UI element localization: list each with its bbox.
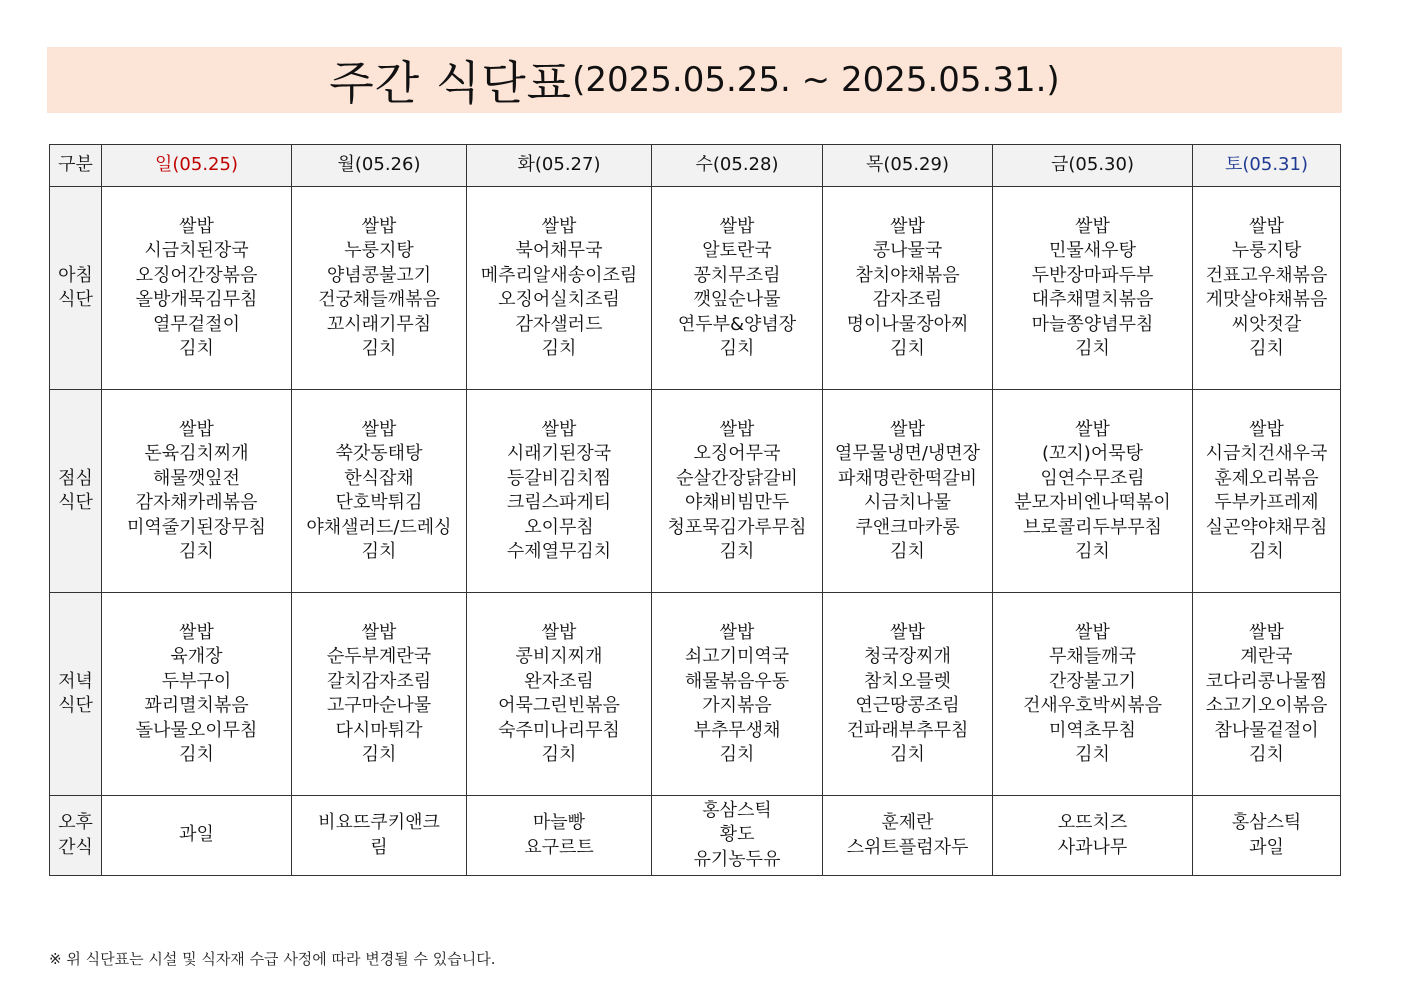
- menu-item: 홍삼스틱: [1231, 812, 1302, 833]
- menu-item: 쌀밥: [1075, 621, 1110, 643]
- menu-item: 계란국: [1240, 646, 1293, 667]
- menu-item: 코다리콩나물찜: [1205, 670, 1328, 692]
- day-header-thu: 목(05.29): [823, 145, 993, 187]
- menu-item: 쌀밥: [179, 621, 214, 643]
- menu-item: 쌀밥: [890, 418, 925, 440]
- menu-item: 쌀밥: [719, 621, 755, 643]
- menu-item: 감자조림: [872, 289, 943, 310]
- menu-cell: [292, 390, 467, 593]
- menu-item: 요구르트: [524, 836, 594, 858]
- menu-item: 실곤약야채무침: [1205, 516, 1328, 538]
- menu-item: 고구마순나물: [326, 695, 432, 716]
- day-header-sun: 일(05.25): [102, 145, 292, 187]
- page-title: 주간 식단표: [329, 56, 573, 110]
- menu-item: 김치: [890, 744, 925, 765]
- menu-item: 한식잡채: [344, 467, 414, 489]
- menu-item: 등갈비김치찜: [506, 467, 612, 489]
- menu-item: 비요뜨쿠키앤크: [318, 812, 440, 833]
- menu-item: 김치: [890, 338, 925, 359]
- menu-item: 청포묵김가루무침: [667, 516, 807, 538]
- menu-item: 임연수무조림: [1040, 467, 1145, 489]
- menu-item: 김치: [719, 744, 755, 765]
- meal-row-lunch: [50, 390, 1341, 593]
- menu-item: 양념콩불고기: [326, 264, 432, 286]
- menu-item: 콩나물국: [872, 240, 943, 261]
- menu-cell: [823, 187, 993, 390]
- menu-cell: [1193, 796, 1341, 876]
- menu-item: 김치: [541, 744, 577, 765]
- menu-item: 과일: [179, 824, 214, 846]
- menu-item: 김치: [719, 541, 755, 562]
- menu-item: 열무물냉면/냉면장: [834, 443, 981, 464]
- menu-item: 연근땅콩조림: [855, 695, 960, 716]
- menu-item: 쌀밥: [1249, 418, 1284, 440]
- menu-item: 오징어무국: [693, 443, 781, 464]
- day-header-mon: 월(05.26): [292, 145, 467, 187]
- menu-item: 참치오믈렛: [864, 670, 951, 692]
- menu-item: 쌀밥: [179, 215, 214, 237]
- menu-item: 시금치나물: [864, 492, 951, 513]
- menu-cell: [652, 593, 823, 796]
- menu-item: 홍삼스틱: [702, 799, 772, 821]
- menu-item: 누룽지탕: [1231, 240, 1302, 261]
- menu-item: 오징어실치조림: [498, 289, 620, 310]
- menu-item: 갈치감자조림: [326, 670, 432, 692]
- menu-item: 김치: [719, 338, 755, 359]
- menu-item: 쌀밥: [1075, 418, 1110, 440]
- menu-cell: [292, 187, 467, 390]
- menu-item: 쌀밥: [361, 621, 397, 643]
- menu-item: 김치: [1249, 744, 1284, 765]
- menu-item: 해물깻잎전: [153, 467, 240, 489]
- menu-cell: [652, 390, 823, 593]
- title-banner: [47, 47, 1342, 113]
- menu-item: 누룽지탕: [344, 240, 414, 261]
- menu-item: 시금치된장국: [144, 240, 249, 261]
- menu-item: 쇠고기미역국: [684, 646, 790, 667]
- menu-item: 미역초무침: [1049, 719, 1136, 741]
- menu-cell: [102, 796, 292, 876]
- menu-item: 두부카프레제: [1214, 492, 1319, 513]
- menu-item: 건새우호박씨볶음: [1022, 695, 1163, 716]
- meal-label-line: 식단: [58, 492, 93, 513]
- menu-cell: [823, 593, 993, 796]
- menu-item: 미역줄기된장무침: [126, 516, 267, 538]
- meal-label-line: 점심: [58, 467, 93, 489]
- category-header: 구분: [50, 145, 102, 187]
- menu-item: 유기농두유: [693, 848, 781, 870]
- menu-item: 김치: [179, 338, 214, 359]
- menu-item: 순살간장닭갈비: [676, 467, 798, 489]
- menu-item: 김치: [1249, 541, 1284, 562]
- menu-item: 김치: [179, 541, 214, 562]
- menu-cell: [993, 593, 1193, 796]
- menu-item: 북어채무국: [515, 240, 603, 261]
- meal-label-line: 간식: [58, 836, 93, 858]
- menu-item: 시금치건새우국: [1205, 443, 1328, 464]
- menu-cell: [467, 796, 652, 876]
- meal-label-line: 식단: [58, 695, 93, 716]
- menu-item: 쌀밥: [541, 215, 577, 237]
- meal-label-line: 아침: [58, 264, 93, 286]
- menu-item: 돌나물오이무침: [135, 719, 258, 741]
- menu-item: 브로콜리두부무침: [1022, 516, 1163, 538]
- menu-item: 메추리알새송이조림: [480, 264, 638, 286]
- header-row: [50, 145, 1341, 187]
- menu-item: 김치: [361, 541, 397, 562]
- menu-table: [49, 144, 1341, 876]
- menu-item: 감자샐러드: [515, 313, 603, 335]
- menu-item: 쌀밥: [890, 621, 925, 643]
- meal-row-breakfast: [50, 187, 1341, 390]
- menu-item: 건궁채들깨볶음: [318, 289, 440, 310]
- menu-item: 다시마튀각: [335, 719, 423, 741]
- menu-item: 김치: [361, 744, 397, 765]
- menu-item: 민물새우탕: [1049, 240, 1136, 261]
- menu-item: 김치: [541, 338, 577, 359]
- menu-item: 깻잎순나물: [693, 289, 781, 310]
- menu-item: 크림스파게티: [506, 492, 612, 513]
- menu-item: 김치: [1075, 541, 1110, 562]
- menu-item: 가지볶음: [702, 695, 772, 716]
- menu-cell: [993, 796, 1193, 876]
- menu-item: 김치: [361, 338, 397, 359]
- menu-item: 오이무침: [524, 516, 594, 538]
- menu-item: 청국장찌개: [864, 646, 951, 667]
- menu-item: 마늘쫑양념무침: [1031, 313, 1154, 335]
- menu-item: 쌀밥: [1075, 215, 1110, 237]
- menu-item: 쌀밥: [541, 621, 577, 643]
- menu-item: 꽈리멸치볶음: [144, 695, 249, 716]
- menu-item: 씨앗젓갈: [1231, 313, 1302, 335]
- menu-item: 수제열무김치: [506, 541, 612, 562]
- menu-cell: [652, 796, 823, 876]
- menu-item: 쌀밥: [541, 418, 577, 440]
- menu-item: (꼬지)어묵탕: [1042, 443, 1143, 464]
- menu-item: 꼬시래기무침: [326, 313, 432, 335]
- menu-item: 훈제오리볶음: [1214, 467, 1319, 489]
- menu-item: 쌀밥: [1249, 215, 1284, 237]
- menu-item: 명이나물장아찌: [846, 313, 969, 335]
- menu-item: 대추채멸치볶음: [1031, 289, 1154, 310]
- menu-item: 김치: [1075, 338, 1110, 359]
- menu-item: 사과나무: [1057, 836, 1128, 858]
- menu-item: 육개장: [170, 646, 223, 667]
- menu-item: 쌀밥: [719, 215, 755, 237]
- menu-item: 연두부&양념장: [677, 313, 797, 335]
- meal-label-line: 오후: [58, 812, 93, 833]
- menu-item: 과일: [1249, 836, 1284, 858]
- menu-item: 꽁치무조림: [693, 264, 781, 286]
- menu-item: 쌀밥: [361, 215, 397, 237]
- menu-item: 감자채카레볶음: [135, 492, 258, 513]
- date-range: (2025.05.25. ~ 2025.05.31.): [572, 60, 1060, 100]
- menu-cell: [1193, 593, 1341, 796]
- menu-item: 참치야채볶음: [855, 264, 960, 286]
- menu-item: 오징어간장볶음: [135, 264, 258, 286]
- menu-item: 스위트플럼자두: [846, 836, 969, 858]
- menu-item: 분모자비엔나떡볶이: [1014, 492, 1171, 513]
- meal-label-line: 식단: [58, 289, 93, 310]
- menu-item: 마늘빵: [532, 812, 586, 833]
- menu-cell: [102, 390, 292, 593]
- menu-item: 파채명란한떡갈비: [837, 467, 978, 489]
- menu-cell: [823, 796, 993, 876]
- menu-cell: [292, 796, 467, 876]
- menu-item: 쌀밥: [179, 418, 214, 440]
- menu-cell: [823, 390, 993, 593]
- menu-item: 어묵그린빈볶음: [498, 695, 620, 716]
- menu-item: 숙주미나리무침: [498, 719, 620, 741]
- menu-item: 쌀밥: [719, 418, 755, 440]
- menu-item: 부추무생채: [693, 719, 781, 741]
- menu-item: 열무겉절이: [153, 313, 240, 335]
- day-header-wed: 수(05.28): [652, 145, 823, 187]
- menu-item: 시래기된장국: [506, 443, 612, 464]
- menu-item: 건파래부추무침: [846, 719, 969, 741]
- meal-label-line: 저녁: [58, 670, 93, 692]
- meal-label: [50, 593, 102, 796]
- meal-row-snack: [50, 796, 1341, 876]
- menu-item: 두부구이: [161, 670, 232, 692]
- menu-item: 무채들깨국: [1049, 646, 1136, 667]
- menu-item: 콩비지찌개: [515, 646, 603, 667]
- menu-item: 황도: [719, 824, 755, 846]
- menu-item: 소고기오이볶음: [1205, 695, 1328, 716]
- day-header-sat: 토(05.31): [1193, 145, 1341, 187]
- menu-item: 게맛살야채볶음: [1205, 289, 1328, 310]
- menu-item: 쑥갓동태탕: [335, 443, 423, 464]
- menu-item: 단호박튀김: [335, 492, 423, 513]
- menu-item: 쿠앤크마카롱: [855, 516, 960, 538]
- menu-cell: [993, 390, 1193, 593]
- menu-item: 김치: [1249, 338, 1284, 359]
- menu-item: 훈제란: [881, 812, 934, 833]
- menu-item: 쌀밥: [1249, 621, 1284, 643]
- menu-item: 야채비빔만두: [684, 492, 790, 513]
- menu-cell: [467, 390, 652, 593]
- menu-cell: [467, 593, 652, 796]
- menu-cell: [292, 593, 467, 796]
- day-header-fri: 금(05.30): [993, 145, 1193, 187]
- menu-item: 해물볶음우동: [684, 670, 790, 692]
- menu-item: 순두부계란국: [326, 646, 432, 667]
- menu-cell: [652, 187, 823, 390]
- meal-label: [50, 187, 102, 390]
- menu-cell: [102, 187, 292, 390]
- menu-cell: [102, 593, 292, 796]
- menu-item: 돈육김치찌개: [144, 443, 249, 464]
- menu-item: 김치: [890, 541, 925, 562]
- menu-item: 림: [370, 836, 388, 858]
- menu-item: 참나물겉절이: [1214, 719, 1319, 741]
- menu-cell: [993, 187, 1193, 390]
- footnote: ※ 위 식단표는 시설 및 식자재 수급 사정에 따라 변경될 수 있습니다.: [49, 950, 496, 968]
- day-header-tue: 화(05.27): [467, 145, 652, 187]
- meal-label: [50, 796, 102, 876]
- menu-item: 완자조림: [524, 670, 594, 692]
- menu-item: 김치: [1075, 744, 1110, 765]
- menu-item: 김치: [179, 744, 214, 765]
- meal-row-dinner: [50, 593, 1341, 796]
- menu-item: 쌀밥: [361, 418, 397, 440]
- menu-item: 건표고우채볶음: [1205, 264, 1328, 286]
- menu-item: 간장불고기: [1049, 670, 1136, 692]
- menu-item: 올방개묵김무침: [135, 289, 258, 310]
- menu-item: 알토란국: [702, 240, 772, 261]
- menu-item: 야채샐러드/드레싱: [306, 516, 452, 538]
- menu-cell: [1193, 390, 1341, 593]
- menu-cell: [467, 187, 652, 390]
- menu-item: 오뜨치즈: [1057, 812, 1128, 833]
- menu-cell: [1193, 187, 1341, 390]
- menu-item: 두반장마파두부: [1031, 264, 1154, 286]
- meal-label: [50, 390, 102, 593]
- menu-item: 쌀밥: [890, 215, 925, 237]
